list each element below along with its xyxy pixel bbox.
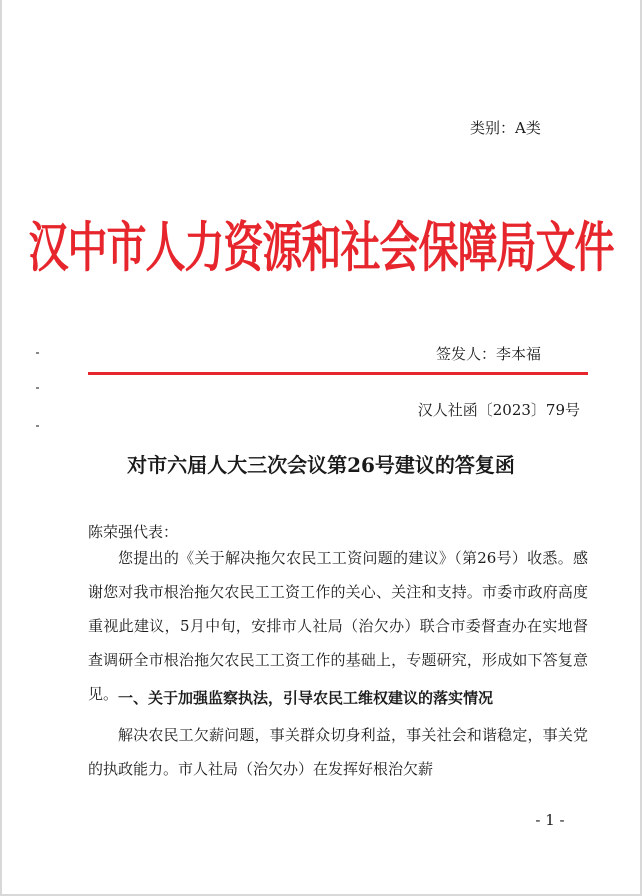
- document-number: 汉人社函〔2023〕79号: [417, 401, 580, 419]
- signer-line: 签发人：李本福: [436, 345, 542, 363]
- margin-dot: [36, 352, 39, 354]
- body-paragraph-1: 您提出的《关于解决拖欠农民工工资问题的建议》（第26号）收悉。感谢您对我市根治拖欠农民工工资工作的关心、关注和支持。市委市政府高度重视此建议，5月中旬，安排市人社局（治欠办）联合市委督查办在实地督查调研全市根治拖欠农民工工资工作的基础上，专题研究，形成如下答复意见。: [88, 549, 588, 703]
- page-number: - 1 -: [535, 811, 565, 829]
- margin-dot: [36, 425, 39, 427]
- document-title: 对市六届人大三次会议第26号建议的答复函: [127, 453, 515, 477]
- salutation: 陈荣强代表：: [88, 523, 179, 541]
- masthead-title: 汉中市人力资源和社会保障局文件: [28, 217, 614, 280]
- document-category: 类别：A类: [470, 119, 541, 137]
- body-paragraph-2: 解决农民工欠薪问题，事关群众切身利益，事关社会和谐稳定，事关党的执政能力。市人社局（治欠办）在发挥好根治欠薪: [88, 726, 588, 778]
- page-frame-left: [0, 0, 2, 896]
- margin-dot: [36, 387, 39, 389]
- red-divider-line: [88, 372, 588, 375]
- section-heading-1: 一、关于加强监察执法，引导农民工维权建议的落实情况: [118, 689, 494, 707]
